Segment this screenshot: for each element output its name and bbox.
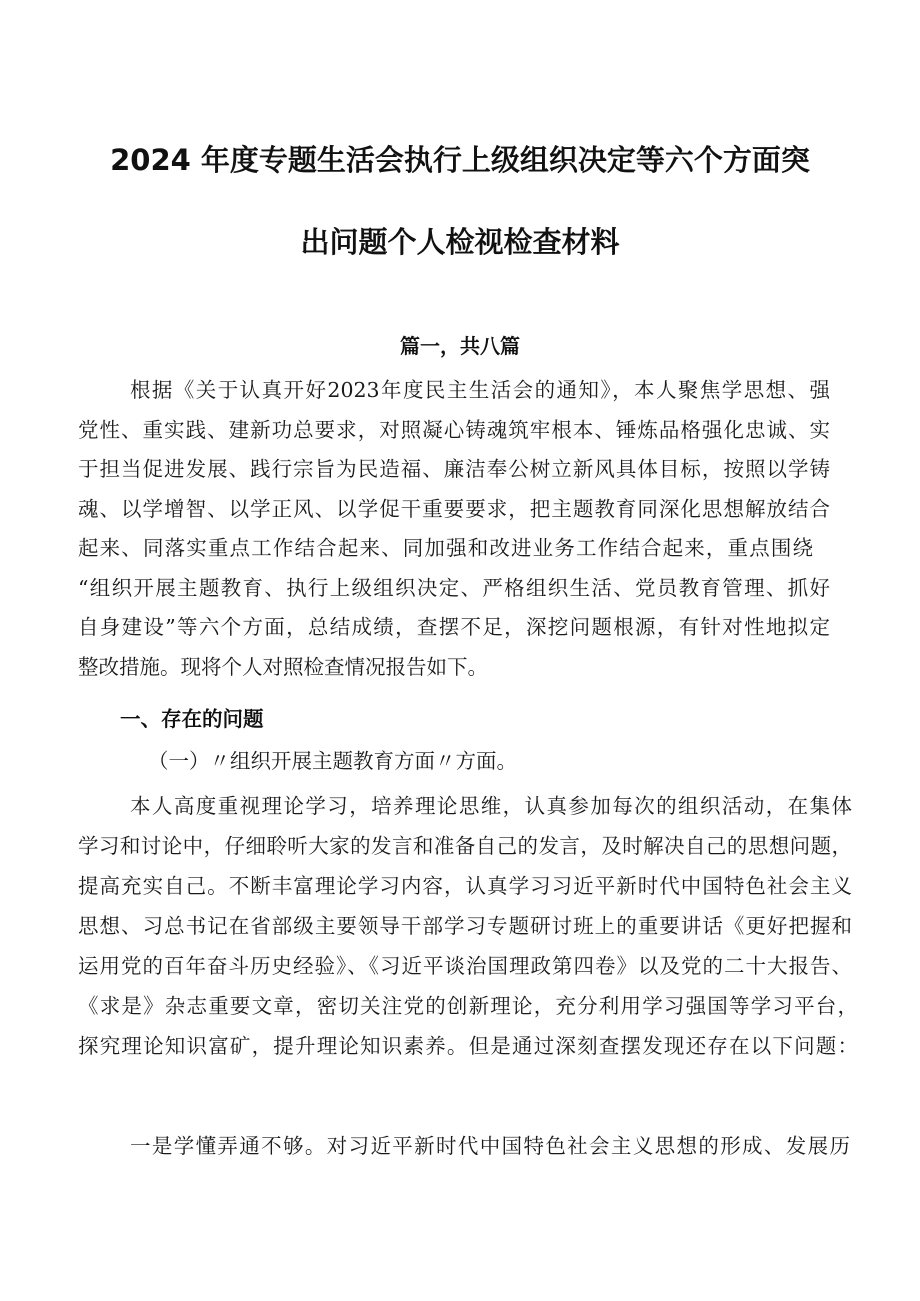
paragraph-line: 思想、习总书记在省部级主要领导干部学习专题研讨班上的重要讲话《更好把握和 bbox=[78, 914, 852, 938]
paragraph-line: 党性、重实践、建新功总要求，对照凝心铸魂筑牢根本、锤炼品格强化忠诚、实 bbox=[78, 418, 830, 442]
paragraph-line: 提高充实自己。不断丰富理论学习内容，认真学习习近平新时代中国特色社会主义 bbox=[78, 874, 852, 898]
paragraph-line: 根据《关于认真开好2023年度民主生活会的通知》，本人聚焦学思想、强 bbox=[130, 378, 830, 402]
paragraph-line: 起来、同落实重点工作结合起来、同加强和改进业务工作结合起来，重点围绕 bbox=[78, 536, 813, 560]
subsection-heading: （一）〃组织开展主题教育方面〃方面。 bbox=[148, 749, 517, 773]
paragraph-line: 于担当促进发展、践行宗旨为民造福、廉洁奉公树立新风具体目标，按照以学铸 bbox=[78, 457, 830, 481]
document-title-line-2: 出问题个人检视检查材料 bbox=[300, 225, 620, 259]
paragraph-line: 《求是》杂志重要文章，密切关注党的创新理论，充分利用学习强国等学习平台， bbox=[78, 994, 858, 1018]
paragraph-line: 魂、以学增智、以学正风、以学促干重要要求，把主题教育同深化思想解放结合 bbox=[78, 497, 830, 521]
paragraph-line: 一是学懂弄通不够。对习近平新时代中国特色社会主义思想的形成、发展历 bbox=[130, 1134, 850, 1158]
paragraph-line: 本人高度重视理论学习，培养理论思维，认真参加每次的组织活动，在集体 bbox=[130, 794, 852, 818]
paragraph-line: 运用党的百年奋斗历史经验》、《习近平谈治国理政第四卷》以及党的二十大报告、 bbox=[78, 954, 852, 978]
section-heading: 一、存在的问题 bbox=[120, 707, 264, 731]
paragraph-line: 整改措施。现将个人对照检查情况报告如下。 bbox=[78, 655, 488, 679]
paragraph-line: 探究理论知识富矿，提升理论知识素养。但是通过深刻查摆发现还存在以下问题： bbox=[78, 1034, 858, 1058]
paragraph-line: 学习和讨论中，仔细聆听大家的发言和准备自己的发言，及时解决自己的思想问题， bbox=[78, 834, 852, 858]
paragraph-line: “组织开展主题教育、执行上级组织决定、严格组织生活、党员教育管理、抓好 bbox=[78, 576, 830, 600]
document-subtitle: 篇一，共八篇 bbox=[400, 334, 520, 358]
document-title-line-1: 2024 年度专题生活会执行上级组织决定等六个方面突 bbox=[110, 143, 810, 177]
paragraph-line: 自身建设”等六个方面，总结成绩，查摆不足，深挖问题根源，有针对性地拟定 bbox=[78, 615, 830, 639]
